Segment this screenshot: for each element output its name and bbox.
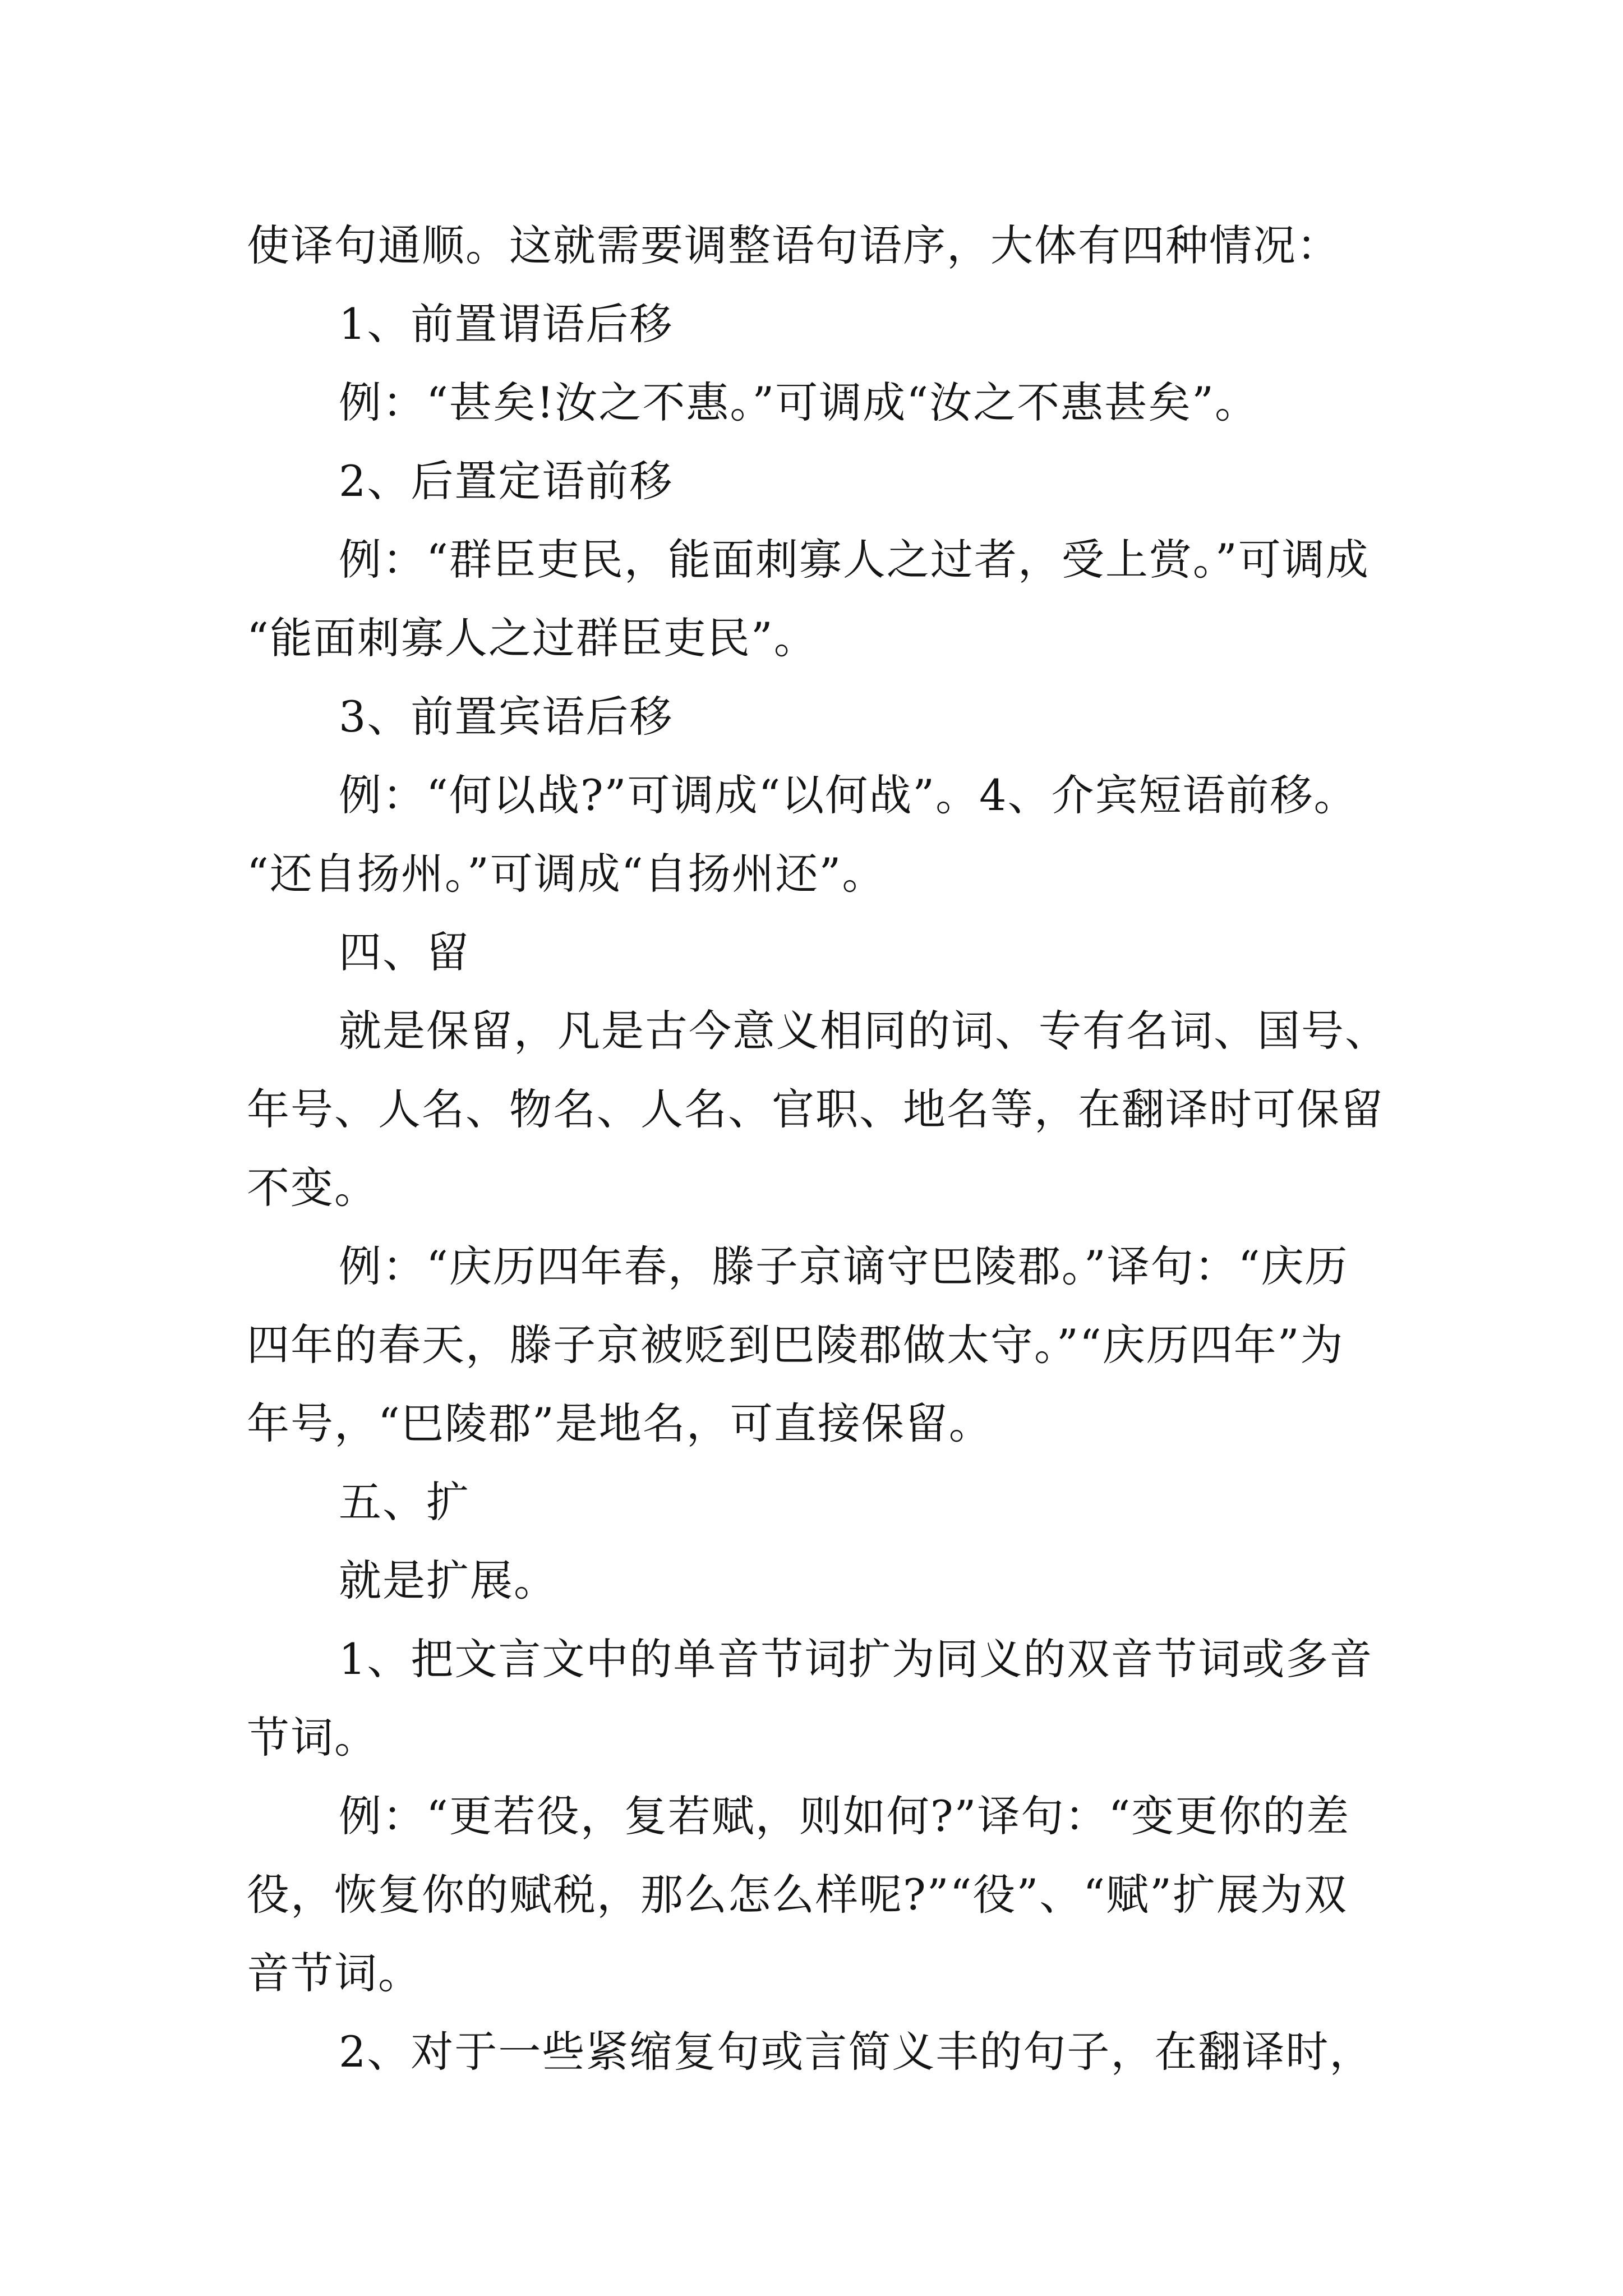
text-line-20: 节词。 (247, 1713, 378, 1763)
text-line-1: 使译句通顺。这就需要调整语句语序，大体有四种情况： (247, 220, 1340, 270)
text-line-2: 1、前置谓语后移 (339, 299, 674, 349)
text-line-15: 四年的春天，滕子京被贬到巴陵郡做太守。”“庆历四年”为 (247, 1320, 1344, 1370)
text-line-21: 例：“更若役，复若赋，则如何?”译句：“变更你的差 (339, 1791, 1350, 1841)
text-line-6: “能面刺寡人之过群臣吏民”。 (247, 613, 818, 663)
text-line-18: 就是扩展。 (339, 1556, 557, 1605)
text-line-13: 不变。 (247, 1163, 378, 1213)
text-line-19: 1、把文言文中的单音节词扩为同义的双音节词或多音 (339, 1634, 1373, 1684)
text-line-17: 五、扩 (339, 1477, 470, 1527)
text-line-11: 就是保留，凡是古今意义相同的词、专有名词、国号、 (339, 1006, 1389, 1056)
text-line-22: 役，恢复你的赋税，那么怎么样呢?”“役”、“赋”扩展为双 (247, 1870, 1348, 1920)
text-line-4: 2、后置定语前移 (339, 456, 674, 506)
text-line-14: 例：“庆历四年春，滕子京谪守巴陵郡。”译句：“庆历 (339, 1241, 1349, 1291)
text-line-23: 音节词。 (247, 1948, 422, 1998)
text-line-9: “还自扬州。”可调成“自扬州还”。 (247, 849, 886, 899)
text-line-10: 四、留 (339, 927, 470, 977)
document-body (247, 206, 1391, 2091)
text-line-16: 年号，“巴陵郡”是地名，可直接保留。 (247, 1398, 993, 1448)
text-line-24: 2、对于一些紧缩复句或言简义丰的句子，在翻译时， (339, 2027, 1373, 2077)
text-line-3: 例：“甚矣!汝之不惠。”可调成“汝之不惠甚矣”。 (339, 378, 1258, 427)
text-line-5: 例：“群臣吏民，能面刺寡人之过者，受上赏。”可调成 (339, 535, 1370, 585)
text-line-12: 年号、人名、物名、人名、官职、地名等，在翻译时可保留 (247, 1084, 1384, 1134)
text-line-7: 3、前置宾语后移 (339, 692, 674, 742)
text-line-8: 例：“何以战?”可调成“以何战”。4、介宾短语前移。 (339, 770, 1358, 820)
